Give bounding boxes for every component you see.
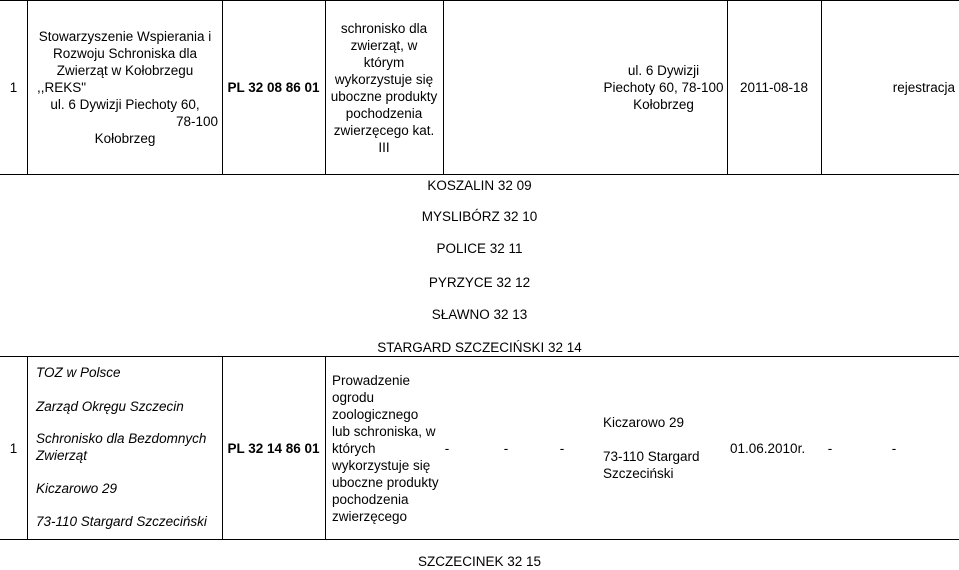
dash-cell: - (503, 440, 509, 456)
dash-cell: - (827, 440, 833, 456)
registration-date: 2011-08-18 (739, 80, 809, 95)
table2-col-border (325, 356, 326, 540)
district-heading: MYSLIBÓRZ 32 10 (421, 209, 538, 224)
row-number: 1 (9, 440, 18, 456)
district-heading: PYRZYCE 32 12 (428, 275, 531, 290)
activity-type: schronisko dla zwierząt, w którym wykorzystuje się uboczne produkty pochodzenia zwierzęcego kat. III (330, 20, 438, 155)
district-heading: POLICE 32 11 (436, 241, 523, 256)
entity-name: Stowarzyszenie Wspierania i Rozwoju Schroniska dla Zwierząt w Kołobrzegu ,,REKS" ul. 6 Dywizji Piechoty 60, 78-100 Kołobrzeg (37, 29, 218, 146)
vet-number: PL 32 08 86 01 (227, 80, 320, 95)
district-heading: SŁAWNO 32 13 (431, 307, 528, 322)
dash-cell: - (891, 440, 897, 456)
table1-col-border (27, 0, 28, 175)
vet-number: PL 32 14 86 01 (227, 440, 320, 456)
dash-cell: - (559, 440, 565, 456)
row-number: 1 (9, 80, 18, 95)
dash-cell: - (444, 440, 450, 456)
district-heading: KOSZALIN 32 09 (427, 178, 532, 193)
table1-col-border (443, 0, 444, 175)
table2-col-border (27, 356, 28, 540)
activity-address: ul. 6 Dywizji Piechoty 60, 78-100 Kołobrzeg (603, 63, 724, 112)
registration-date: 01.06.2010r. (730, 440, 806, 456)
activity-type: Prowadzenie ogrodu zoologicznego lub schroniska, w których wykorzystuje się uboczne produkty pochodzenia zwierzęcego (332, 372, 439, 524)
status: rejestracja (892, 80, 955, 95)
district-heading: SZCZECINEK 32 15 (417, 554, 542, 569)
district-heading: STARGARD SZCZECIŃSKI 32 14 (377, 340, 582, 355)
